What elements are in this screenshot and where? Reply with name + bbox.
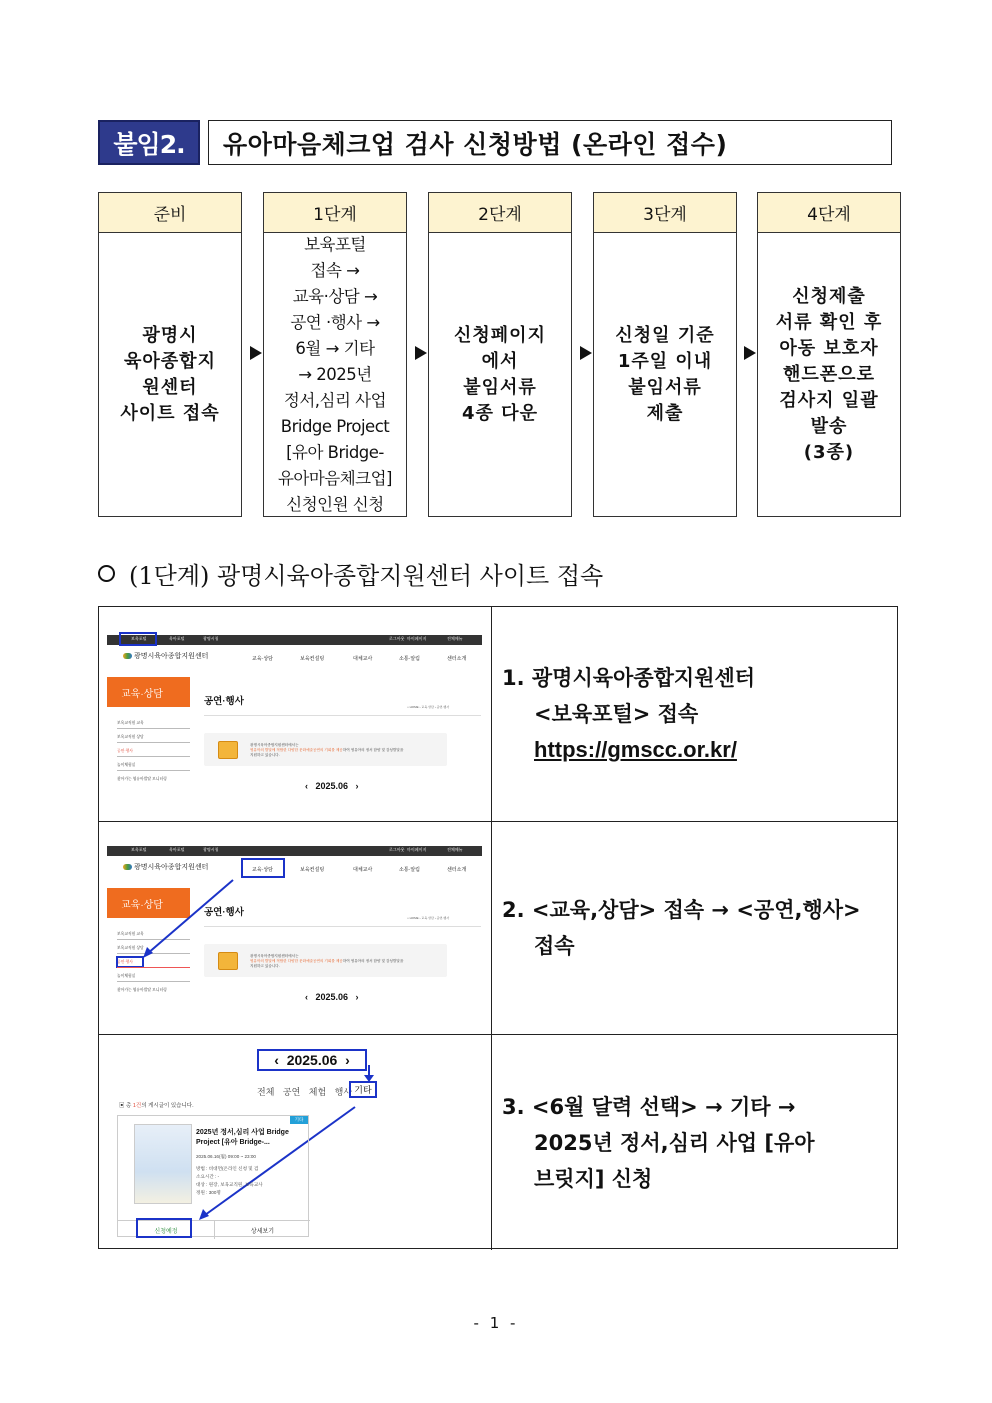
apply-button[interactable]: 신청예정 [154,1228,178,1235]
category-badge: 기타 [290,1116,308,1124]
instruction-text: 2. <교육,상담> 접속 → <공연,행사> 접속 [502,898,861,958]
detail-button[interactable]: 상세보기 [214,1221,310,1239]
instruction-text: 3. <6월 달력 선택> → 기타 → 2025년 정서,심리 사업 [유아 브릿지] 신청 [502,1094,815,1191]
side-title: 교육·상담 [107,677,190,707]
section-heading [98,556,603,591]
table-row [99,607,897,822]
curtain-icon [218,741,238,759]
highlight-box [119,632,157,646]
step-head: 1단계 [264,193,406,233]
circle-bullet-icon [98,565,115,582]
step-body: 신청제출 서류 확인 후 아동 보호자 핸드폰으로 검사지 일괄 발송 (3종) [775,285,883,463]
step-body: 신청일 기준 1주일 이내 붙임서류 제출 [615,324,715,424]
arrow-right-icon [415,346,427,360]
event-poster [134,1124,192,1204]
event-title: 2025년 정서,심리 사업 Bridge Project [유아 Bridge-... [196,1129,289,1146]
calendar-screenshot [99,1035,492,1249]
portal-link[interactable]: https://gmscc.or.kr/ [534,737,737,762]
portal-logo: 광명시육아종합지원센터 [123,862,208,872]
pointer-arrow-icon [107,846,482,1026]
post-count: ▣ 총 1건의 게시글이 있습니다. [119,1103,194,1109]
portal-topbar: 보육포털 육아포털 광명시청 로그아웃 마이페이지 전체메뉴 [107,635,482,645]
category-tabs: 전체 공연 체험 행사 [257,1087,353,1097]
step-body: 신청페이지 에서 붙임서류 4종 다운 [454,324,546,424]
event-card: 기타 2025년 정서,심리 사업 Bridge Project [유아 Bridge-... 2025.06.16(월) 09:00 ~ 23:00 방법 : 비대면(온라인 신청 및 검 소요시간 : - 대상 : 원장, 보육교직원, 보육교사 정원 : 300명 신청예정 상세보기 [117,1115,309,1237]
portal-screenshot: 보육포털 육아포털 광명시청 로그아웃 마이페이지 전체메뉴 광명시육아종합지원센터 교육·상담 보육컨설팅 대체교사 소통·알림 센터소개 교육·상담 보육교직원 교육 보육교직원 상담 공연·행사 놀이체험실 찾아가는 영유아발달 모니터링 공연·행사 ⌂ HOME › 교육·상담 › 공연·행사 광명시육아종합지원센터에서는 영유아의 발달에 적합한 다양한 문화예술공연의 기회를 제공하여 영유아의 정서 함양 및 감성발달을 지원하고 있습니다. ‹ 2025.06 › [107,635,482,815]
step-head: 2단계 [429,193,571,233]
portal-topbar: 보육포털 육아포털 광명시청 로그아웃 마이페이지 전체메뉴 [107,846,482,856]
portal-logo: 광명시육아종합지원센터 [123,651,208,661]
portal-screenshot: 보육포털 육아포털 광명시청 로그아웃 마이페이지 전체메뉴 광명시육아종합지원센터 교육·상담 보육컨설팅 대체교사 소통·알림 센터소개 교육·상담 보육교직원 교육 보육교직원 상담 공연·행사 놀이체험실 찾아가는 영유아발달 모니터링 공연·행사 ⌂ HOME › 교육·상담 › 공연·행사 광명시육아종합지원센터에서는 영유아의 발달에 적합한 다양한 문화예술공연의 기회를 제공하여 영유아의 정서 함양 및 감성발달을 지원하고 있습니다. ‹ 2025.06 › [107,846,482,1026]
event-banner: 광명시육아종합지원센터에서는 영유아의 발달에 적합한 다양한 문화예술공연의 기회를 제공하여 영유아의 정서 함양 및 감성발달을 지원하고 있습니다. [204,733,447,766]
step-head: 준비 [99,193,241,233]
month-selector: ‹ 2025.06 › [305,781,359,791]
instruction-table [98,606,898,1249]
highlight-box [136,1218,192,1238]
arrow-right-icon [744,346,756,360]
step-head: 3단계 [594,193,736,233]
screenshot-cell [99,1035,492,1250]
section-label: (1단계) 광명시육아종합지원센터 사이트 접속 [129,562,604,590]
table-row [99,1035,897,1250]
step-1 [263,192,407,517]
screenshot-cell [99,607,492,821]
step-prepare [98,192,242,517]
step-body: 보육포털 접속 → 교육·상담 → 공연 ·행사 → 6월 → 기타 → 2025년 정서,심리 사업 Bridge Project [유아 Bridge- 유아마음체크업] 신청인원 신청 [277,234,392,514]
page-title: 유아마음체크업 검사 신청방법 (온라인 접수) [208,120,892,165]
arrow-right-icon [250,346,262,360]
tab-etc: 기타 [349,1081,377,1098]
step-3 [593,192,737,517]
instruction-text: 1. 광명시육아종합지원센터 <보육포털> 접속 https://gmscc.or.kr/ [502,666,756,762]
screenshot-cell [99,822,492,1034]
side-title: 교육·상담 [107,888,190,918]
table-row [99,822,897,1035]
step-head: 4단계 [758,193,900,233]
page-number: - 1 - [473,1314,519,1332]
month-selector: ‹ 2025.06 › [257,1049,367,1071]
title-bar [98,120,892,165]
month-selector: ‹ 2025.06 › [305,992,359,1002]
attachment-tag: 붙임2. [98,120,200,165]
step-body: 광명시 육아종합지 원센터 사이트 접속 [120,324,220,424]
event-banner: 광명시육아종합지원센터에서는 영유아의 발달에 적합한 다양한 문화예술공연의 기회를 제공하여 영유아의 정서 함양 및 감성발달을 지원하고 있습니다. [204,944,447,977]
step-2 [428,192,572,517]
step-4 [757,192,901,517]
arrow-right-icon [580,346,592,360]
